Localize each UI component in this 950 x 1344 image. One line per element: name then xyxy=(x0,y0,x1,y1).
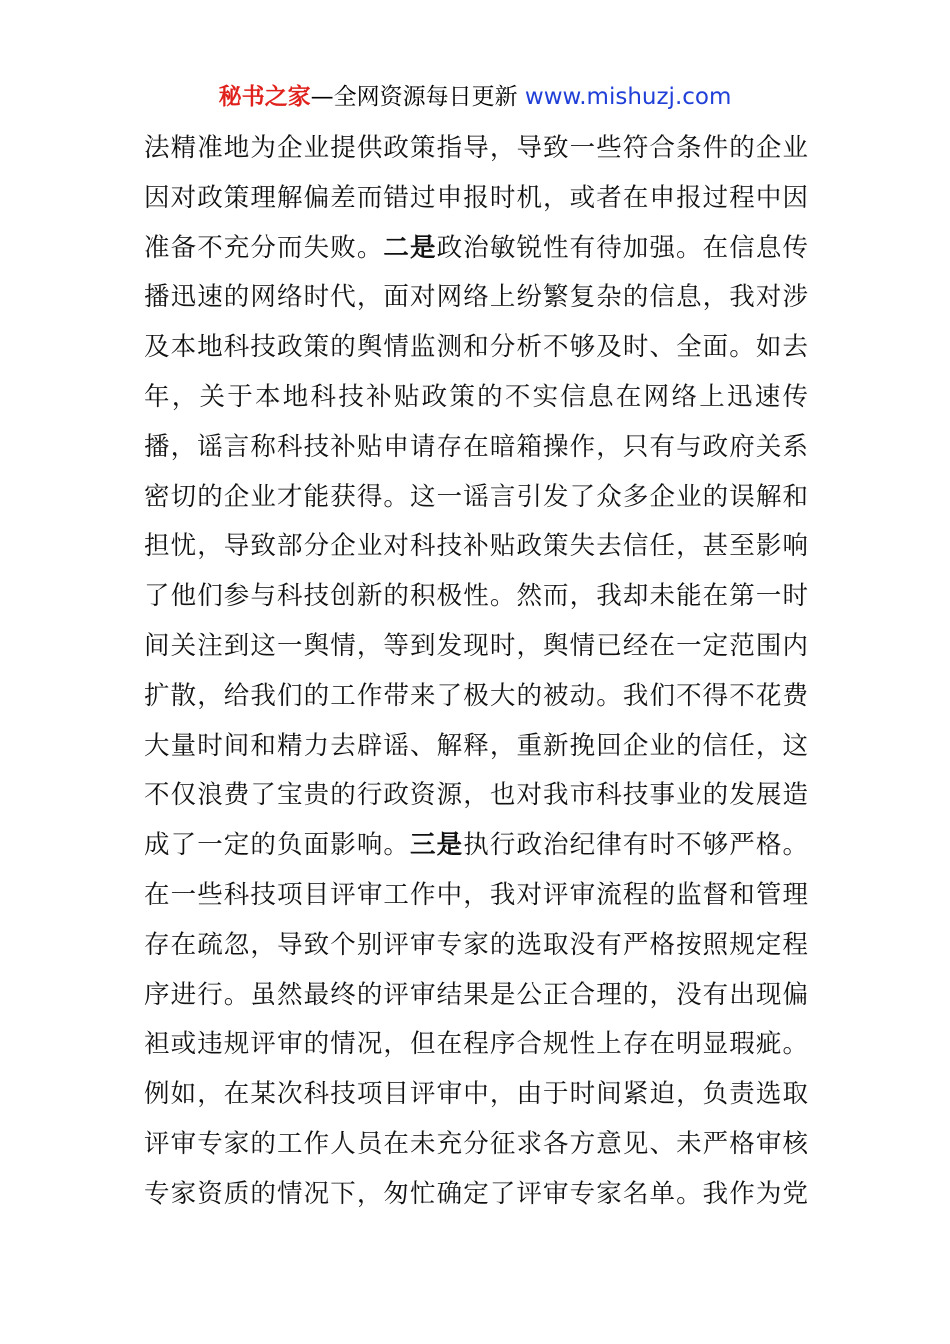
text-run: 序进行。虽然最终的评审结果是公正合理的，没有出现偏 xyxy=(144,979,808,1010)
text-run: 扩散，给我们的工作带来了极大的被动。我们不得不花费 xyxy=(144,680,808,711)
text-run: 例如，在某次科技项目评审中，由于时间紧迫，负责选取 xyxy=(144,1079,808,1110)
text-line xyxy=(144,672,808,722)
header-site-link[interactable]: www.mishuzj.com xyxy=(524,84,732,110)
text-line xyxy=(144,1170,808,1220)
text-run: 专家资质的情况下，匆忙确定了评审专家名单。我作为党 xyxy=(144,1178,808,1209)
text-run: 播，谣言称科技补贴申请存在暗箱操作，只有与政府关系 xyxy=(144,431,808,462)
bold-lead-phrase: 二是 xyxy=(383,232,437,263)
text-line xyxy=(144,323,808,373)
text-run: 存在疏忽，导致个别评审专家的选取没有严格按照规定程 xyxy=(144,929,808,960)
text-run: 及本地科技政策的舆情监测和分析不够及时、全面。如去 xyxy=(144,332,808,363)
text-run: 法精准地为企业提供政策指导，导致一些符合条件的企业 xyxy=(144,133,808,163)
text-line xyxy=(144,273,808,323)
text-line xyxy=(144,821,808,871)
text-line xyxy=(144,971,808,1021)
text-run: 密切的企业才能获得。这一谣言引发了众多企业的误解和 xyxy=(144,481,808,512)
text-line xyxy=(144,771,808,821)
text-run: 准备不充分而失败。 xyxy=(144,232,384,263)
header-brand: 秘书之家 xyxy=(218,84,311,110)
text-line xyxy=(144,522,808,572)
text-line xyxy=(144,124,808,174)
text-run: 播迅速的网络时代，面对网络上纷繁复杂的信息，我对涉 xyxy=(144,282,808,313)
text-line xyxy=(144,921,808,971)
text-line xyxy=(144,871,808,921)
text-run: 评审专家的工作人员在未充分征求各方意见、未严格审核 xyxy=(144,1128,808,1159)
text-line xyxy=(144,572,808,622)
text-line xyxy=(144,1120,808,1170)
text-line xyxy=(144,1070,808,1120)
text-line xyxy=(144,722,808,772)
page-header xyxy=(0,80,950,114)
text-run: 政治敏锐性有待加强。在信息传 xyxy=(436,232,808,263)
text-line xyxy=(144,423,808,473)
text-run: 大量时间和精力去辟谣、解释，重新挽回企业的信任，这 xyxy=(144,730,808,761)
text-line xyxy=(144,473,808,523)
text-line xyxy=(144,1020,808,1070)
text-run: 间关注到这一舆情，等到发现时，舆情已经在一定范围内 xyxy=(144,630,808,661)
text-run: 袒或违规评审的情况，但在程序合规性上存在明显瑕疵。 xyxy=(144,1029,808,1060)
text-run: 担忧，导致部分企业对科技补贴政策失去信任，甚至影响 xyxy=(144,531,808,562)
text-run: 在一些科技项目评审工作中，我对评审流程的监督和管理 xyxy=(144,879,808,910)
text-run: 执行政治纪律有时不够严格。 xyxy=(463,830,808,861)
text-line xyxy=(144,174,808,224)
text-line xyxy=(144,373,808,423)
text-run: 成了一定的负面影响。 xyxy=(144,830,411,861)
text-run: 了他们参与科技创新的积极性。然而，我却未能在第一时 xyxy=(144,581,808,612)
text-run: 年，关于本地科技补贴政策的不实信息在网络上迅速传 xyxy=(144,381,808,412)
text-run: 不仅浪费了宝贵的行政资源，也对我市科技事业的发展造 xyxy=(144,780,808,811)
header-tagline: —全网资源每日更新 xyxy=(310,84,525,110)
text-run: 因对政策理解偏差而错过申报时机，或者在申报过程中因 xyxy=(144,182,808,213)
text-line xyxy=(144,622,808,672)
bold-lead-phrase: 三是 xyxy=(410,830,464,861)
text-line xyxy=(144,224,808,274)
body-paragraph xyxy=(144,124,808,1220)
